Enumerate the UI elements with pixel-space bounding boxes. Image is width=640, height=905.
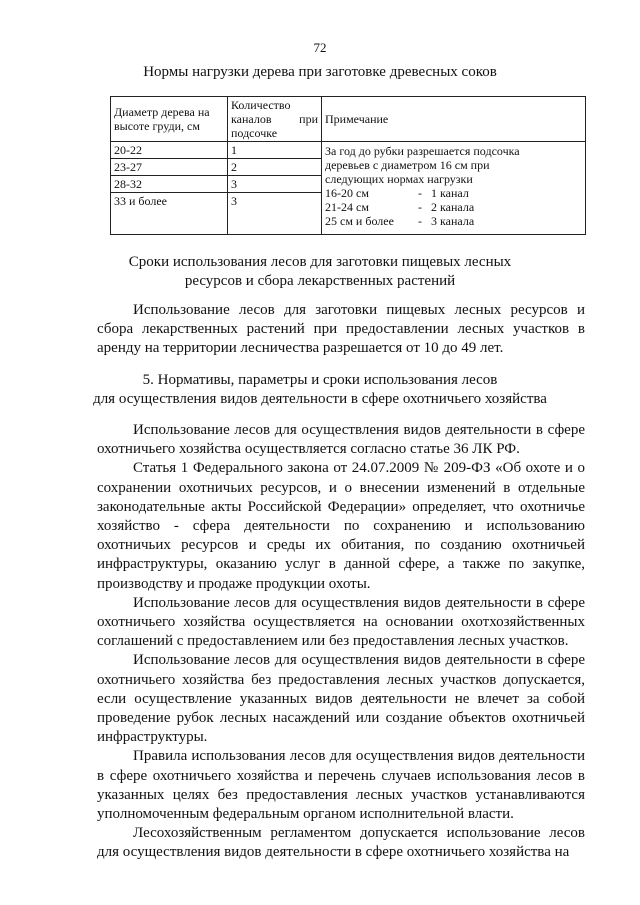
note-item-dash: - xyxy=(418,186,422,200)
terms-heading xyxy=(0,253,640,291)
norms-table xyxy=(110,96,586,235)
note-item xyxy=(325,186,582,200)
paragraph: Использование лесов для осуществления видов деятельности в сфере охотничьего хозяйства без предоставления лесных участков допускается, если осуществление указанных видов деятельности не влечет за собой проведение рубок лесных насаждений или создание объектов охотничьей инфраструктуры. xyxy=(97,652,585,746)
header-channels-line: Количество xyxy=(231,98,291,112)
note-item-size: 16-20 см xyxy=(325,186,369,200)
table-row xyxy=(111,142,586,159)
table-title: Нормы нагрузки дерева при заготовке древесных соков xyxy=(143,64,497,80)
diameter-cell: 28-32 xyxy=(111,176,228,193)
section-5-heading-line: 5. Нормативы, параметры и сроки использования лесов xyxy=(142,372,498,388)
header-channels xyxy=(228,97,322,142)
terms-body xyxy=(97,301,585,359)
note-line: деревьев с диаметром 16 см при xyxy=(325,158,490,172)
channels-cell: 3 xyxy=(228,176,322,193)
note-cell xyxy=(322,142,586,235)
channels-cell: 3 xyxy=(228,193,322,235)
terms-heading-line: ресурсов и сбора лекарственных растений xyxy=(184,273,456,289)
diameter-cell: 23-27 xyxy=(111,159,228,176)
section-5-heading-line: для осуществления видов деятельности в сфере охотничьего хозяйства xyxy=(93,391,547,407)
header-note: Примечание xyxy=(322,97,586,142)
note-item-value: 2 канала xyxy=(431,200,475,214)
note-item-size: 25 см и более xyxy=(325,214,394,228)
note-line: За год до рубки разрешается подсочка xyxy=(325,144,520,158)
table-header-row xyxy=(111,97,586,142)
channels-cell: 2 xyxy=(228,159,322,176)
diameter-cell: 33 и более xyxy=(111,193,228,235)
note-item-value: 3 канала xyxy=(431,214,475,228)
paragraph: Использование лесов для заготовки пищевых лесных ресурсов и сбора лекарственных растений при предоставлении лесных участков в аренду на территории лесничества разрешается от 10 до 49 лет. xyxy=(97,302,585,357)
terms-heading-line: Сроки использования лесов для заготовки пищевых лесных xyxy=(128,254,512,270)
note-item-value: 1 канал xyxy=(431,186,469,200)
note-item-dash: - xyxy=(418,200,422,214)
page-number: 72 xyxy=(313,40,327,55)
note-item-size: 21-24 см xyxy=(325,200,369,214)
header-channels-line: подсочке xyxy=(231,126,278,140)
header-channels-line: каналов при xyxy=(231,112,318,126)
channels-cell: 1 xyxy=(228,142,322,159)
paragraph: Правила использования лесов для осуществления видов деятельности в сфере охотничьего хозяйства и перечень случаев использования лесов в указанных целях без предоставления лесных участков устанавливаются уполномоченным федеральным органом исполнительной власти. xyxy=(97,748,585,823)
section-5-heading xyxy=(0,371,640,409)
note-item-dash: - xyxy=(418,214,422,228)
note-item xyxy=(325,214,582,228)
header-diameter: Диаметр дерева на высоте груди, см xyxy=(111,97,228,142)
paragraph: Статья 1 Федерального закона от 24.07.2009 № 209-ФЗ «Об охоте и о сохранении охотничьих ресурсов, и о внесении изменений в отдельные законодательные акты Российской Федерации» определяет, что охотничье хозяйство - сфера деятельности по сохранению и использованию охотничьих ресурсов и среды их обитания, по созданию охотничьей инфраструктуры, оказанию услуг в данной сфере, а также по закупке, производству и продаже продукции охоты. xyxy=(97,460,585,592)
diameter-cell: 20-22 xyxy=(111,142,228,159)
section-5-body xyxy=(97,421,585,863)
note-line: следующих нормах нагрузки xyxy=(325,172,473,186)
paragraph: Лесохозяйственным регламентом допускается использование лесов для осуществления видов деятельности в сфере охотничьего хозяйства на xyxy=(97,825,585,861)
note-item xyxy=(325,200,582,214)
paragraph: Использование лесов для осуществления видов деятельности в сфере охотничьего хозяйства осуществляется на основании охотхозяйственных соглашений с предоставлением или без предоставления лесных участков. xyxy=(97,594,585,650)
paragraph: Использование лесов для осуществления видов деятельности в сфере охотничьего хозяйства осуществляется согласно статье 36 ЛК РФ. xyxy=(97,422,585,458)
